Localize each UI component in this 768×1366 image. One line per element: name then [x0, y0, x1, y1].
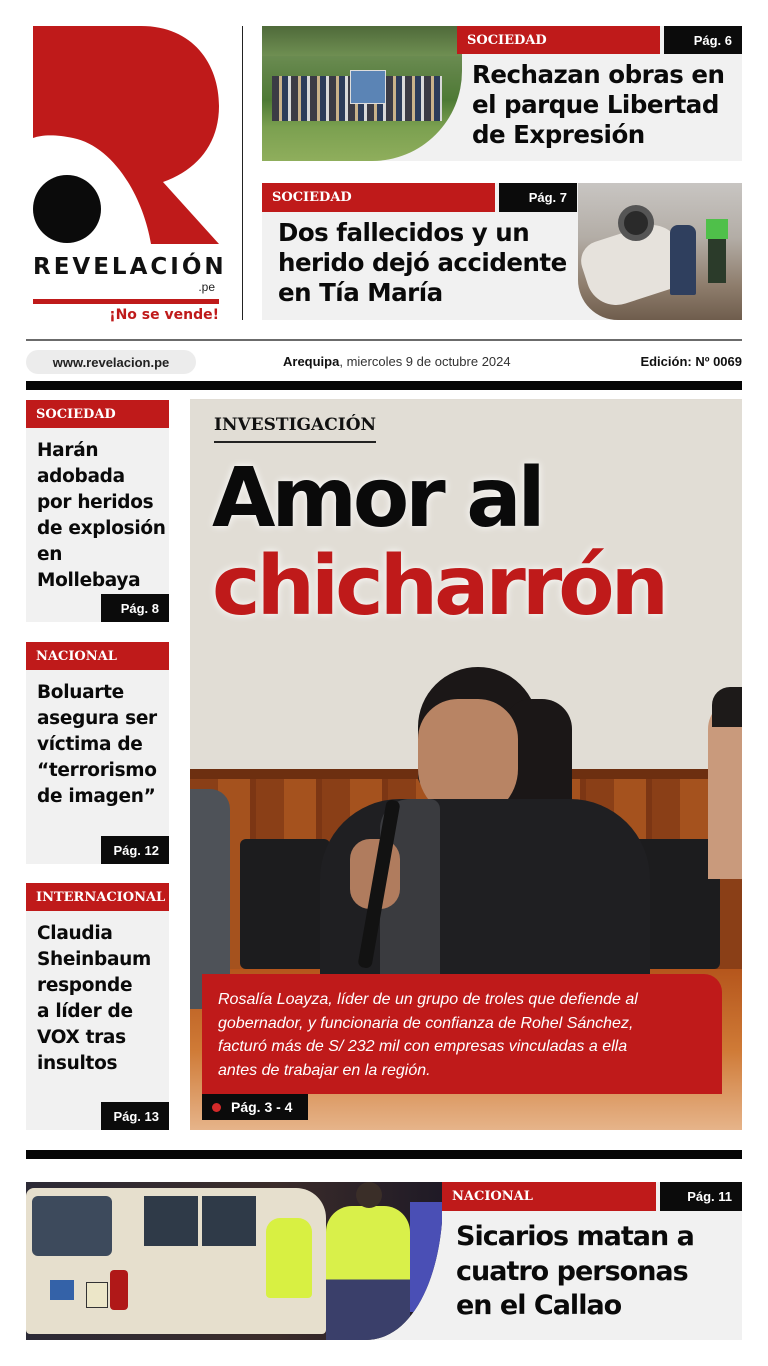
top-story-1[interactable] — [262, 26, 742, 161]
bullet-dot-icon — [212, 1103, 221, 1112]
feature-kicker: INVESTIGACIÓN — [214, 415, 376, 443]
header-rule — [26, 339, 742, 341]
sidebar-story-headline: Claudia Sheinbaum responde a líder de VOX tras insultos — [37, 923, 152, 1074]
sidebar-story-2[interactable] — [26, 642, 169, 864]
masthead-logo[interactable] — [33, 26, 227, 326]
section-rule — [26, 1150, 742, 1159]
bottom-story-headline: Sicarios matan a cuatro personas en el Callao — [456, 1221, 694, 1321]
feature-story[interactable] — [190, 399, 742, 1130]
sidebar-story-headline: Boluarte asegura ser víctima de “terrorismo de imagen” — [37, 682, 157, 807]
section-tag: SOCIEDAD — [457, 26, 660, 54]
sidebar-story-headline: Harán adobada por heridos de explosión en Mollebaya — [37, 440, 166, 591]
page-tag: Pág. 12 — [101, 836, 169, 864]
logo-slogan: ¡No se vende! — [109, 307, 219, 323]
police-van-photo — [26, 1182, 442, 1340]
logo-domain: .pe — [198, 280, 215, 294]
page-tag: Pág. 8 — [101, 594, 169, 622]
logo-wordmark: REVELACIÓN — [33, 254, 227, 280]
edition-number: Edición: Nº 0069 — [640, 354, 742, 369]
feature-page-tag: Pág. 3 - 4 — [202, 1094, 308, 1120]
feature-title-line-1: Amor al — [212, 451, 542, 546]
section-tag: NACIONAL — [26, 642, 169, 670]
park-protest-photo — [262, 26, 462, 161]
logo-underline — [33, 299, 219, 304]
sidebar-story-1[interactable] — [26, 400, 169, 622]
dateline-date: , miercoles 9 de octubre 2024 — [339, 354, 511, 369]
page-tag: Pág. 13 — [101, 1102, 169, 1130]
section-tag: NACIONAL — [442, 1182, 656, 1211]
masthead-divider — [242, 26, 243, 320]
section-tag: INTERNACIONAL — [26, 883, 169, 911]
dateline-city: Arequipa — [283, 354, 340, 369]
page-tag: Pág. 11 — [660, 1182, 742, 1211]
top-story-2-headline: Dos fallecidos y un herido dejó accidente en Tía María — [278, 218, 567, 307]
page-tag: Pág. 6 — [664, 26, 742, 54]
section-rule — [26, 381, 742, 390]
sidebar-story-3[interactable] — [26, 883, 169, 1130]
page-tag: Pág. 7 — [499, 183, 577, 212]
section-tag: SOCIEDAD — [26, 400, 169, 428]
top-story-2[interactable] — [262, 183, 742, 320]
feature-caption: Rosalía Loayza, líder de un grupo de troles que defiende al gobernador, y funcionaria de confianza de Rohel Sánchez, facturó más de S/ 232 mil con empresas vinculadas a ella antes de trabajar en la región. — [202, 974, 722, 1094]
dateline — [283, 354, 511, 369]
bottom-story[interactable] — [26, 1182, 742, 1340]
top-story-1-headline: Rechazan obras en el parque Libertad de Expresión — [472, 60, 725, 149]
feature-title-line-2: chicharrón — [212, 539, 666, 634]
website-link[interactable]: www.revelacion.pe — [26, 350, 196, 374]
section-tag: SOCIEDAD — [262, 183, 495, 212]
overturned-car-photo — [578, 183, 742, 320]
logo-r-mark-icon — [33, 26, 219, 246]
